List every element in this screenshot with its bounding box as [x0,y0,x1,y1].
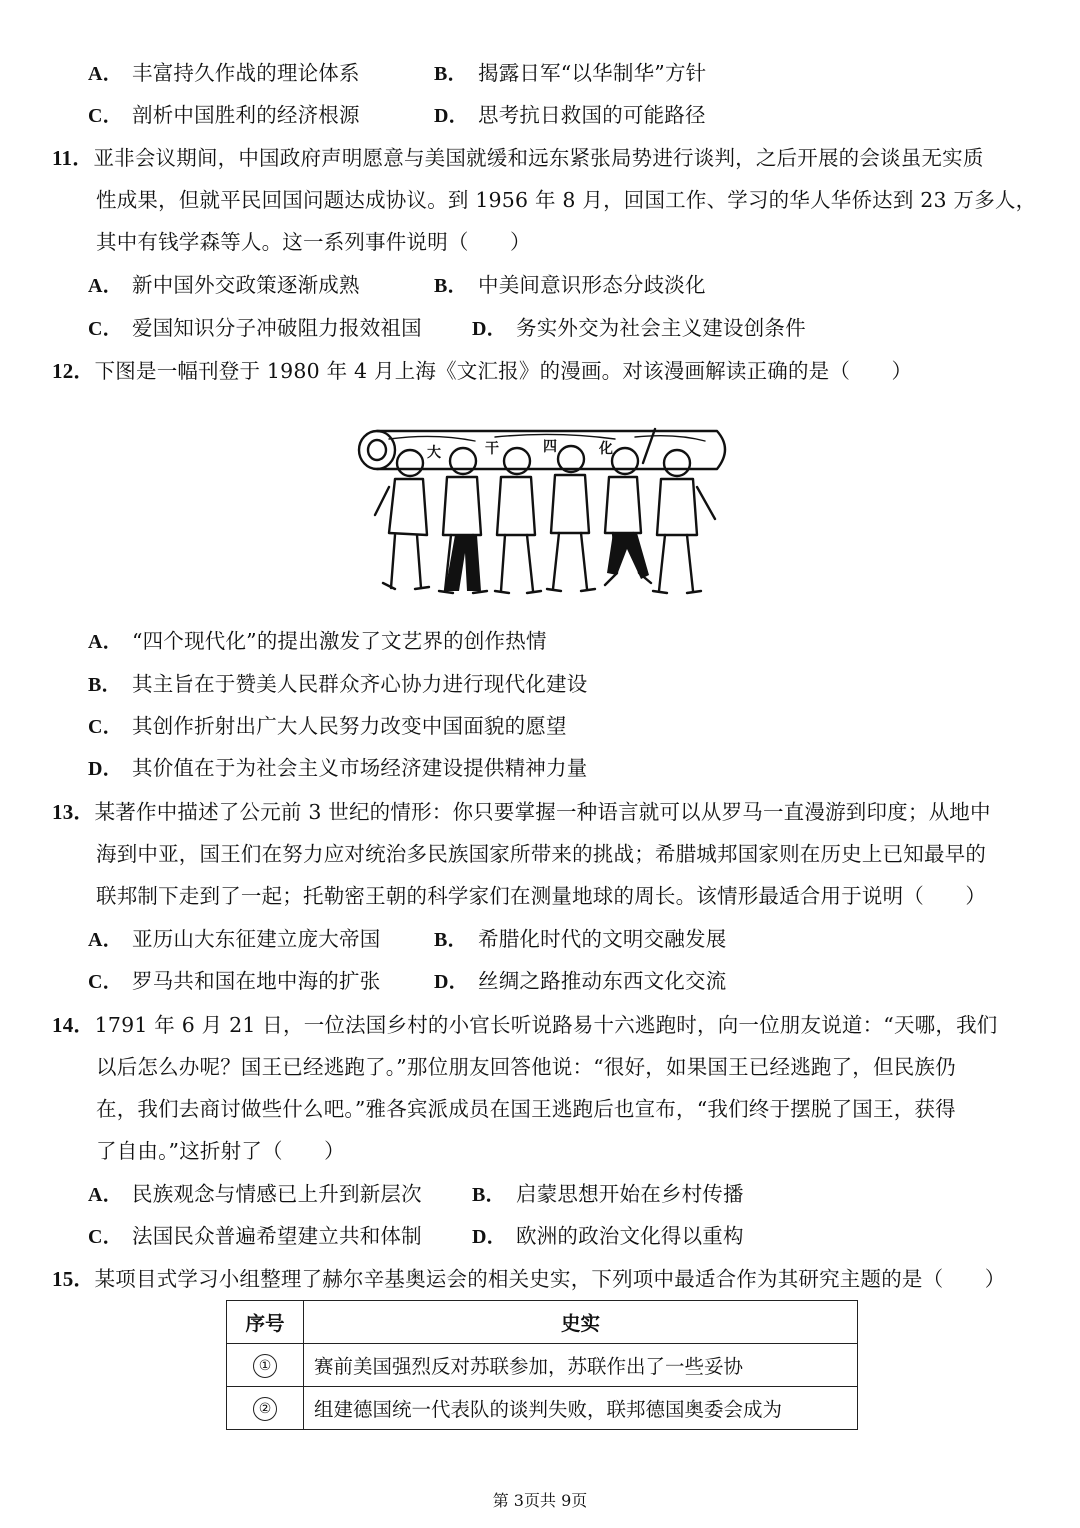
q13-option-d[interactable] [434,966,726,997]
option-text: 思考抗日救国的可能路径 [478,103,706,127]
q13-stem-line2: 海到中亚，国王们在努力应对统治多民族国家所带来的挑战；希腊城邦国家则在历史上已知最早的 [96,842,987,866]
q14-stem-line2: 以后怎么办呢？国王已经逃跑了。”那位朋友回答他说：“很好，如果国王已经逃跑了，但民族仍 [96,1055,956,1079]
row-fact: 赛前美国强烈反对苏联参加，苏联作出了一些妥协 [304,1344,858,1387]
q13-stem-line3: 联邦制下走到了一起；托勒密王朝的科学家们在测量地球的周长。该情形最适合用于说明（ ） [96,884,987,908]
option-letter: C． [88,716,123,738]
cartoon-figure [653,450,715,593]
option-letter: A． [88,1184,123,1206]
cartoon-log-char: 四 [543,439,557,455]
q13-option-a[interactable] [88,924,380,955]
stem-text: 下图是一幅刊登于 1980 年 4 月上海《文汇报》的漫画。对该漫画解读正确的是（ ） [94,359,913,383]
q13-option-c[interactable] [88,966,380,997]
q11-stem-line1 [52,143,984,173]
option-text: 丰富持久作战的理论体系 [132,61,360,85]
q14-option-d[interactable] [472,1221,744,1252]
cartoon-figure [375,450,429,589]
q10-option-a[interactable] [88,58,360,89]
cartoon-figure [547,446,595,591]
row-index: ① [253,1354,277,1378]
option-text: 务实外交为社会主义建设创条件 [516,316,806,340]
stem-text: 1791 年 6 月 21 日，一位法国乡村的小官长听说路易十六逃跑时，向一位朋友说道：“天哪，我们 [94,1013,998,1037]
q11-option-b[interactable] [434,270,706,301]
option-text: 亚历山大东征建立庞大帝国 [132,927,381,951]
q14-option-c[interactable] [88,1221,422,1252]
cartoon-log-char: 化 [599,441,613,457]
option-letter: B． [434,275,468,297]
question-number: 12． [52,359,95,383]
option-text: 爱国知识分子冲破阻力报效祖国 [132,316,422,340]
option-text: 其价值在于为社会主义市场经济建设提供精神力量 [132,756,588,780]
option-letter: A． [88,275,123,297]
option-text: 中美间意识形态分歧淡化 [478,273,706,297]
q14-stem-line4: 了自由。”这折射了（ ） [96,1139,345,1163]
question-number: 13． [52,800,95,824]
q14-stem-line1 [52,1010,997,1040]
option-letter: B． [434,63,468,85]
q12-option-d[interactable] [88,753,587,784]
q11-stem-line3: 其中有钱学森等人。这一系列事件说明（ ） [96,230,531,254]
option-letter: B． [88,674,122,696]
q10-option-d[interactable] [434,100,706,131]
question-number: 11． [52,146,94,170]
option-letter: A． [88,631,123,653]
option-letter: B． [472,1184,506,1206]
option-letter: C． [88,971,123,993]
stem-text: 某项目式学习小组整理了赫尔辛基奥运会的相关史实，下列项中最适合作为其研究主题的是（ ） [94,1267,1006,1291]
question-number: 15． [52,1267,95,1291]
option-letter: D． [472,318,507,340]
q10-option-b[interactable] [434,58,706,89]
cartoon-image [355,423,735,603]
option-letter: D． [434,105,469,127]
column-header-index: 序号 [227,1301,304,1344]
table-row [227,1344,858,1387]
q15-stem [52,1264,1005,1294]
table-header-row [227,1301,858,1344]
option-text: 丝绸之路推动东西文化交流 [478,969,727,993]
q12-option-b[interactable] [88,669,587,700]
option-text: 其主旨在于赞美人民群众齐心协力进行现代化建设 [132,672,588,696]
table-row [227,1387,858,1430]
option-letter: C． [88,1226,123,1248]
option-letter: C． [88,105,123,127]
option-letter: D． [472,1226,507,1248]
cartoon-log-char: 干 [485,441,499,457]
option-text: 罗马共和国在地中海的扩张 [132,969,381,993]
row-index: ② [253,1397,277,1421]
option-text: 新中国外交政策逐渐成熟 [132,273,360,297]
facts-table [226,1300,858,1430]
column-header-fact: 史实 [304,1301,858,1344]
q12-option-a[interactable] [88,626,547,657]
option-text: 希腊化时代的文明交融发展 [478,927,727,951]
cartoon-log-char: 大 [427,445,441,461]
stem-text: 亚非会议期间，中国政府声明愿意与美国就缓和远东紧张局势进行谈判，之后开展的会谈虽无实质 [93,146,984,170]
q10-option-c[interactable] [88,100,360,131]
q14-option-b[interactable] [472,1179,744,1210]
option-text: 启蒙思想开始在乡村传播 [516,1182,744,1206]
q14-option-a[interactable] [88,1179,422,1210]
option-letter: A． [88,929,123,951]
option-text: 剖析中国胜利的经济根源 [132,103,360,127]
stem-text: 某著作中描述了公元前 3 世纪的情形：你只要掌握一种语言就可以从罗马一直漫游到印度；从地中 [94,800,991,824]
q12-stem [52,356,912,386]
q11-option-d[interactable] [472,313,806,344]
q12-option-c[interactable] [88,711,567,742]
option-letter: A． [88,63,123,85]
q13-option-b[interactable] [434,924,726,955]
option-text: 其创作折射出广大人民努力改变中国面貌的愿望 [132,714,567,738]
option-text: 民族观念与情感已上升到新层次 [132,1182,422,1206]
q14-stem-line3: 在，我们去商讨做些什么吧。”雅各宾派成员在国王逃跑后也宣布，“我们终于摆脱了国王，获得 [96,1097,956,1121]
page-footer: 第 3页共 9页 [492,1491,588,1510]
option-letter: D． [88,758,123,780]
q11-stem-line2: 性成果，但就平民回国问题达成协议。到 1956 年 8 月，回国工作、学习的华人华侨达到 23 万多人， [96,188,1037,212]
q11-option-c[interactable] [88,313,422,344]
option-text: 揭露日军“以华制华”方针 [478,61,707,85]
option-text: “四个现代化”的提出激发了文艺界的创作热情 [132,629,547,653]
option-text: 法国民众普遍希望建立共和体制 [132,1224,422,1248]
option-letter: C． [88,318,123,340]
option-text: 欧洲的政治文化得以重构 [516,1224,744,1248]
question-number: 14． [52,1013,95,1037]
row-fact: 组建德国统一代表队的谈判失败，联邦德国奥委会成为 [304,1387,858,1430]
q11-option-a[interactable] [88,270,360,301]
option-letter: B． [434,929,468,951]
q13-stem-line1 [52,797,991,827]
option-letter: D． [434,971,469,993]
